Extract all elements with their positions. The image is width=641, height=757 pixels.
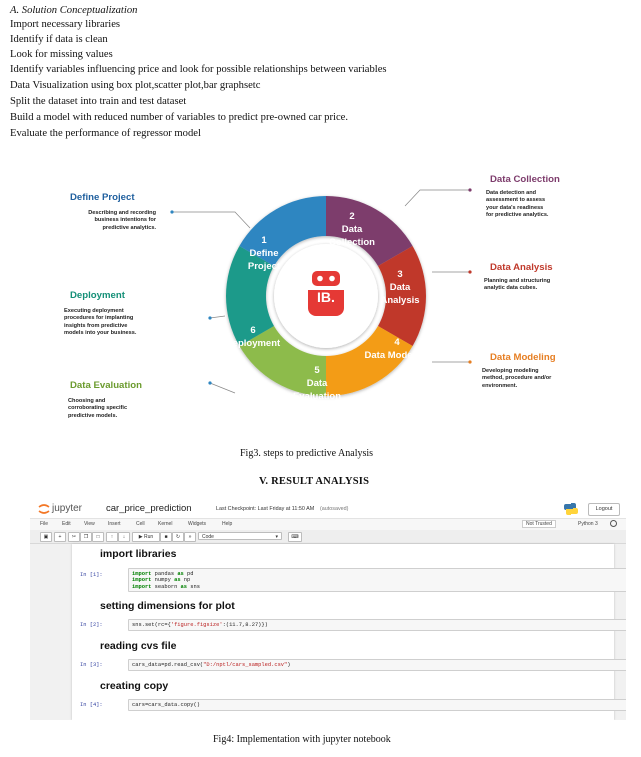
chevron-down-icon: ▾ [275,534,278,540]
move-up-icon[interactable]: ↑ [106,532,118,542]
menu-edit[interactable]: Edit [62,521,71,527]
figure-3-caption: Fig3. steps to predictive Analysis [240,448,374,459]
copy-icon[interactable]: ❐ [80,532,92,542]
code-cell[interactable]: import pandas as pd import numpy as np import seaborn as sns [128,568,626,592]
jupyter-logo-text: jupyter [52,503,83,514]
menu-help[interactable]: Help [222,521,233,527]
notebook-name[interactable]: car_price_prediction [106,503,192,514]
segment-label-data-collection: 2 Data Collection [329,211,375,248]
callout-title-data-modeling: Data Modeling [490,352,556,363]
jupyter-logo-icon [38,504,50,514]
section-a-heading: A. Solution Conceptualization [10,5,138,16]
step-line: Data Visualization using box plot,scatter plot,bar graphsetc [10,80,261,91]
markdown-heading: reading cvs file [100,640,177,652]
toolbar [30,530,626,544]
checkpoint-text: Last Checkpoint: Last Friday at 11:50 AM [216,506,315,512]
callout-desc-define-project: Describing and recording business intentions for predictive analytics. [88,210,156,231]
input-prompt: In [3]: [80,662,103,668]
callout-desc-data-evaluation: Choosing and corroborating specific predictive models. [68,398,128,419]
menu-cell[interactable]: Cell [136,521,145,527]
trusted-indicator[interactable]: Not Trusted [522,520,556,528]
markdown-heading: creating copy [100,680,169,692]
add-cell-icon[interactable]: + [54,532,66,542]
logout-button[interactable]: Logout [588,503,620,516]
code-cell[interactable]: sns.set(rc={'figure.figsize':(11.7,8.27)}) [128,619,626,631]
step-line: Look for missing values [10,49,113,60]
cell-type-select[interactable]: Code ▾ [198,532,282,540]
step-line: Build a model with reduced number of variables to predict pre-owned car price. [10,112,348,123]
save-icon[interactable]: ▣ [40,532,52,542]
autosaved-text: (autosaved) [320,506,349,512]
markdown-heading: import libraries [100,548,177,560]
cut-icon[interactable]: ✂ [68,532,80,542]
run-button[interactable]: ▶ Run [132,532,160,542]
input-prompt: In [2]: [80,622,103,628]
callout-title-define-project: Define Project [70,192,135,203]
callout-title-data-collection: Data Collection [490,174,560,185]
move-down-icon[interactable]: ↓ [118,532,130,542]
fast-forward-icon[interactable]: » [184,532,196,542]
menu-file[interactable]: File [40,521,49,527]
python-logo-icon [564,502,578,516]
paste-icon[interactable]: □ [92,532,104,542]
menu-insert[interactable]: Insert [108,521,121,527]
jupyter-notebook [30,500,626,720]
menu-view[interactable]: View [84,521,95,527]
kernel-status-icon [610,520,617,527]
code-cell[interactable]: cars_data=pd.read_csv("D:/nptl/cars_sampled.csv") [128,659,626,671]
kernel-indicator: Python 3 [578,521,598,527]
menu-kernel[interactable]: Kernel [158,521,173,527]
section-v-heading: V. RESULT ANALYSIS [259,476,370,487]
callout-title-data-evaluation: Data Evaluation [70,380,142,391]
step-line: Identify variables influencing price and look for possible relationships between variables [10,64,387,75]
restart-icon[interactable]: ↻ [172,532,184,542]
input-prompt: In [1]: [80,572,103,578]
callout-desc-data-analysis: Planning and structuring analytic data cubes. [484,278,551,292]
step-line: Identify if data is clean [10,34,108,45]
predictive-analytics-diagram [60,168,590,440]
input-prompt: In [4]: [80,702,103,708]
code-cell[interactable]: cars=cars_data.copy() [128,699,626,711]
markdown-heading: setting dimensions for plot [100,600,235,612]
figure-4-caption: Fig4: Implementation with jupyter notebook [213,734,391,745]
segment-label-data-evaluation: 5 Data Evaluation [292,365,342,402]
callout-desc-deployment: Executing deployment procedures for implanting insights from predictive models into your business. [64,308,137,337]
segment-label-data-analysis: 3 Data Analysis [380,269,420,306]
callout-title-deployment: Deployment [70,290,125,301]
connector-dots [170,210,211,384]
notebook-page [72,544,614,720]
center-logo-text: IB. [317,289,335,305]
callout-title-data-analysis: Data Analysis [490,262,553,273]
segment-label-data-modeling: 4 Data Modeling [364,337,430,361]
menu-widgets[interactable]: Widgets [188,521,207,527]
segment-label-deployment: 6 Deployment [225,325,281,349]
notebook-header [30,500,626,518]
stop-icon[interactable]: ■ [160,532,172,542]
step-line: Import necessary libraries [10,19,121,30]
step-line: Split the dataset into train and test dataset [10,96,187,107]
callout-desc-data-modeling: Developing modeling method, procedure and/or environment. [482,368,552,389]
keyboard-icon[interactable]: ⌨ [288,532,302,542]
segment-label-define-project: 1 Define Project [247,235,281,272]
step-line: Evaluate the performance of regressor model [10,128,201,139]
callout-desc-data-collection: Data detection and assessment to assess your data's readiness for predictive analytics. [486,190,549,219]
